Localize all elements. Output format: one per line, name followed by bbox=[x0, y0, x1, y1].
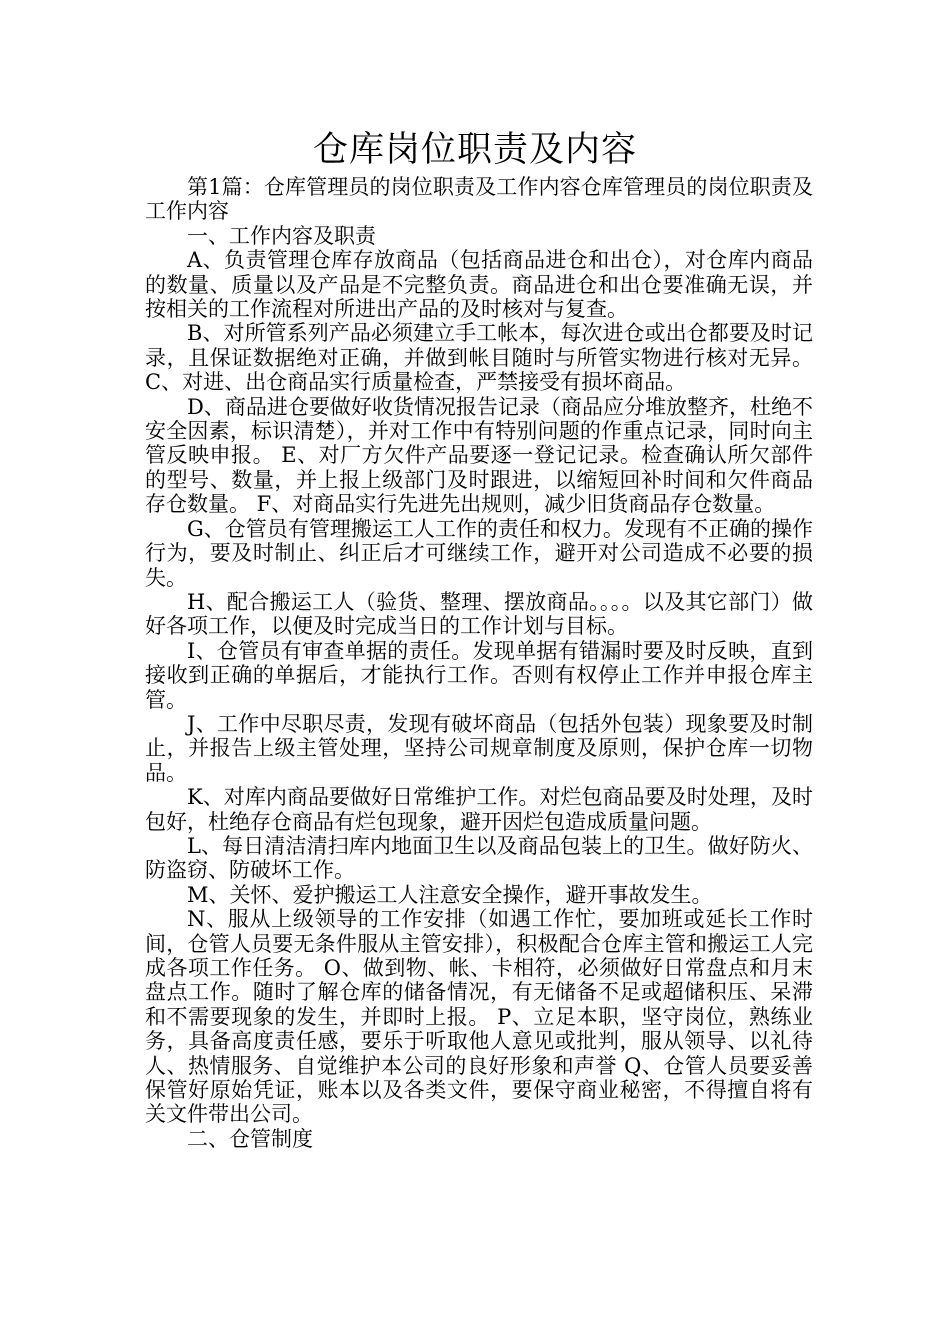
paragraph-item-k: K、对库内商品要做好日常维护工作。对烂包商品要及时处理，及时包好，杜绝存仓商品有烂包现象，避开因烂包造成质量问题。 bbox=[145, 785, 813, 834]
paragraph-item-m: M、关怀、爱护搬运工人注意安全操作，避开事故发生。 bbox=[187, 882, 713, 907]
document-title: 仓库岗位职责及内容 bbox=[312, 130, 637, 170]
paragraph-item-b-c: B、对所管系列产品必须建立手工帐本，每次进仓或出仓都要及时记录，且保证数据绝对正确，并做到帐目随时与所管实物进行核对无异。 C、对进、出仓商品实行质量检查，严禁接受有损坏商品。 bbox=[145, 321, 813, 395]
paragraph-item-d-e-f: D、商品进仓要做好收货情况报告记录（商品应分堆放整齐，杜绝不安全因素，标识清楚），并对工作中有特别问题的作重点记录，同时向主管反映申报。 E、对厂方欠件产品要逐一登记记录。检查确认所欠部件的型号、数量，并上报上级部门及时跟进，以缩短回补时间和欠件商品存仓数量。 F、对商品实行先进先出规则，减少旧货商品存仓数量。 bbox=[145, 394, 813, 517]
paragraph-item-i: I、仓管员有审查单据的责任。发现单据有错漏时要及时反映，直到接收到正确的单据后，才能执行工作。否则有权停止工作并申报仓库主管。 bbox=[145, 638, 813, 712]
document-body bbox=[145, 175, 813, 1151]
paragraph-item-g: G、仓管员有管理搬运工人工作的责任和权力。发现有不正确的操作行为，要及时制止、纠正后才可继续工作，避开对公司造成不必要的损失。 bbox=[145, 516, 813, 590]
paragraph-item-h: H、配合搬运工人（验货、整理、摆放商品。。。。以及其它部门）做好各项工作，以便及时完成当日的工作计划与目标。 bbox=[145, 589, 813, 639]
paragraph-article-heading: 第1篇：仓库管理员的岗位职责及工作内容仓库管理员的岗位职责及工作内容 bbox=[145, 175, 813, 224]
paragraph-section-heading-1: 一、工作内容及职责 bbox=[187, 223, 376, 248]
paragraph-item-l: L、每日清洁清扫库内地面卫生以及商品包装上的卫生。做好防火、防盗窃、防破坏工作。 bbox=[145, 833, 813, 883]
paragraph-item-j: J、工作中尽职尽责，发现有破坏商品（包括外包装）现象要及时制止，并报告上级主管处理，坚持公司规章制度及原则，保护仓库一切物品。 bbox=[145, 711, 813, 785]
paragraph-item-a: A、负责管理仓库存放商品（包括商品进仓和出仓），对仓库内商品的数量、质量以及产品是不完整负责。商品进仓和出仓要准确无误，并按相关的工作流程对所进出产品的及时核对与复查。 bbox=[145, 248, 813, 322]
paragraph-item-n-q: N、服从上级领导的工作安排（如遇工作忙，要加班或延长工作时间，仓管人员要无条件服从主管安排），积极配合仓库主管和搬运工人完成各项工作任务。 O、做到物、帐、卡相符，必须做好日常盘点和月末盘点工作。随时了解仓库的储备情况，有无储备不足或超储积压、呆滞和不需要现象的发生，并即时上报。 P、立足本职，坚守岗位，熟练业务，具备高度责任感，要乐于听取他人意见或批判，服从领导、以礼待人、热情服务、自觉维护本公司的良好形象和声誉 Q、仓管人员要妥善保管好原始凭证，账本以及各类文件，要保守商业秘密，不得擅自将有关文件带出公司。 bbox=[145, 907, 813, 1127]
paragraph-section-heading-2: 二、仓管制度 bbox=[187, 1126, 313, 1151]
